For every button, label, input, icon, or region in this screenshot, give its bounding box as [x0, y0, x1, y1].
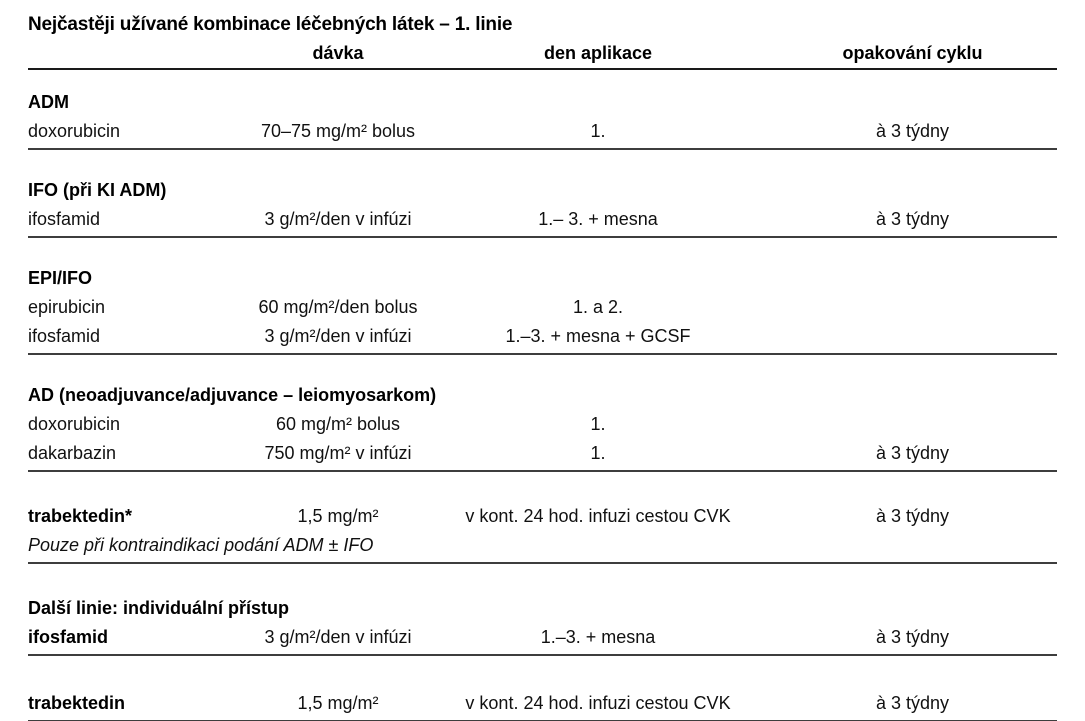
column-header-row — [28, 38, 1057, 70]
section-footnote: Pouze při kontraindikaci podání ADM ± IFO — [28, 535, 374, 555]
drug-name-cell: ifosfamid — [28, 209, 101, 229]
dose-cell: 1,5 mg/m² — [297, 506, 379, 526]
dose-cell: 3 g/m²/den v infúzi — [264, 627, 412, 647]
table-row — [28, 689, 1057, 718]
drug-name-cell: ifosfamid — [28, 326, 101, 346]
column-header-dose: dávka — [312, 42, 364, 63]
application-day-cell: 1. a 2. — [572, 297, 624, 317]
table-row — [28, 623, 1057, 652]
table-section — [28, 502, 1057, 564]
drug-name-cell: trabektedin* — [28, 506, 133, 526]
table-row — [28, 439, 1057, 468]
table-title: Nejčastěji užívané kombinace léčebných látek – 1. linie — [28, 14, 513, 35]
dose-cell: 60 mg/m² bolus — [275, 414, 401, 434]
table-section — [28, 689, 1057, 721]
section-header: IFO (při KI ADM) — [28, 180, 167, 200]
table-row — [28, 322, 1057, 351]
section-header: EPI/IFO — [28, 268, 93, 288]
application-day-cell: 1. — [590, 121, 606, 141]
table-section — [28, 594, 1057, 656]
cycle-repeat-cell: à 3 týdny — [875, 627, 950, 647]
cycle-repeat-cell: à 3 týdny — [875, 506, 950, 526]
application-day-cell: 1.– 3. + mesna — [538, 209, 658, 229]
table-section — [28, 381, 1057, 472]
application-day-cell: 1.–3. + mesna + GCSF — [505, 326, 691, 346]
cycle-repeat-cell: à 3 týdny — [875, 121, 950, 141]
drug-name-cell: doxorubicin — [28, 414, 121, 434]
dose-cell: 60 mg/m²/den bolus — [258, 297, 418, 317]
table-section — [28, 88, 1057, 150]
drug-name-cell: ifosfamid — [28, 627, 109, 647]
dose-cell: 1,5 mg/m² — [297, 693, 379, 713]
table-section — [28, 176, 1057, 238]
cycle-repeat-cell: à 3 týdny — [875, 693, 950, 713]
table-row — [28, 502, 1057, 531]
table-section — [28, 264, 1057, 355]
table-row — [28, 117, 1057, 146]
application-day-cell: 1. — [590, 443, 606, 463]
drug-name-cell: doxorubicin — [28, 121, 121, 141]
table-row — [28, 410, 1057, 439]
application-day-cell: v kont. 24 hod. infuzi cestou CVK — [465, 506, 731, 526]
cycle-repeat-cell: à 3 týdny — [875, 209, 950, 229]
drug-name-cell: dakarbazin — [28, 443, 117, 463]
drug-name-cell: epirubicin — [28, 297, 106, 317]
table-body — [28, 88, 1057, 721]
column-header-cycle-repeat: opakování cyklu — [842, 42, 983, 63]
section-header: ADM — [28, 92, 69, 112]
table-row — [28, 205, 1057, 234]
table-row — [28, 293, 1057, 322]
cycle-repeat-cell: à 3 týdny — [875, 443, 950, 463]
drug-name-cell: trabektedin — [28, 693, 126, 713]
application-day-cell: 1.–3. + mesna — [540, 627, 656, 647]
dose-cell: 750 mg/m² v infúzi — [264, 443, 412, 463]
application-day-cell: v kont. 24 hod. infuzi cestou CVK — [465, 693, 731, 713]
column-header-application-day: den aplikace — [543, 42, 653, 63]
section-header: AD (neoadjuvance/adjuvance – leiomyosarkom) — [28, 385, 437, 405]
section-header: Další linie: individuální přístup — [28, 598, 290, 618]
application-day-cell: 1. — [590, 414, 606, 434]
dose-cell: 3 g/m²/den v infúzi — [264, 209, 412, 229]
dose-cell: 3 g/m²/den v infúzi — [264, 326, 412, 346]
dose-cell: 70–75 mg/m² bolus — [260, 121, 416, 141]
